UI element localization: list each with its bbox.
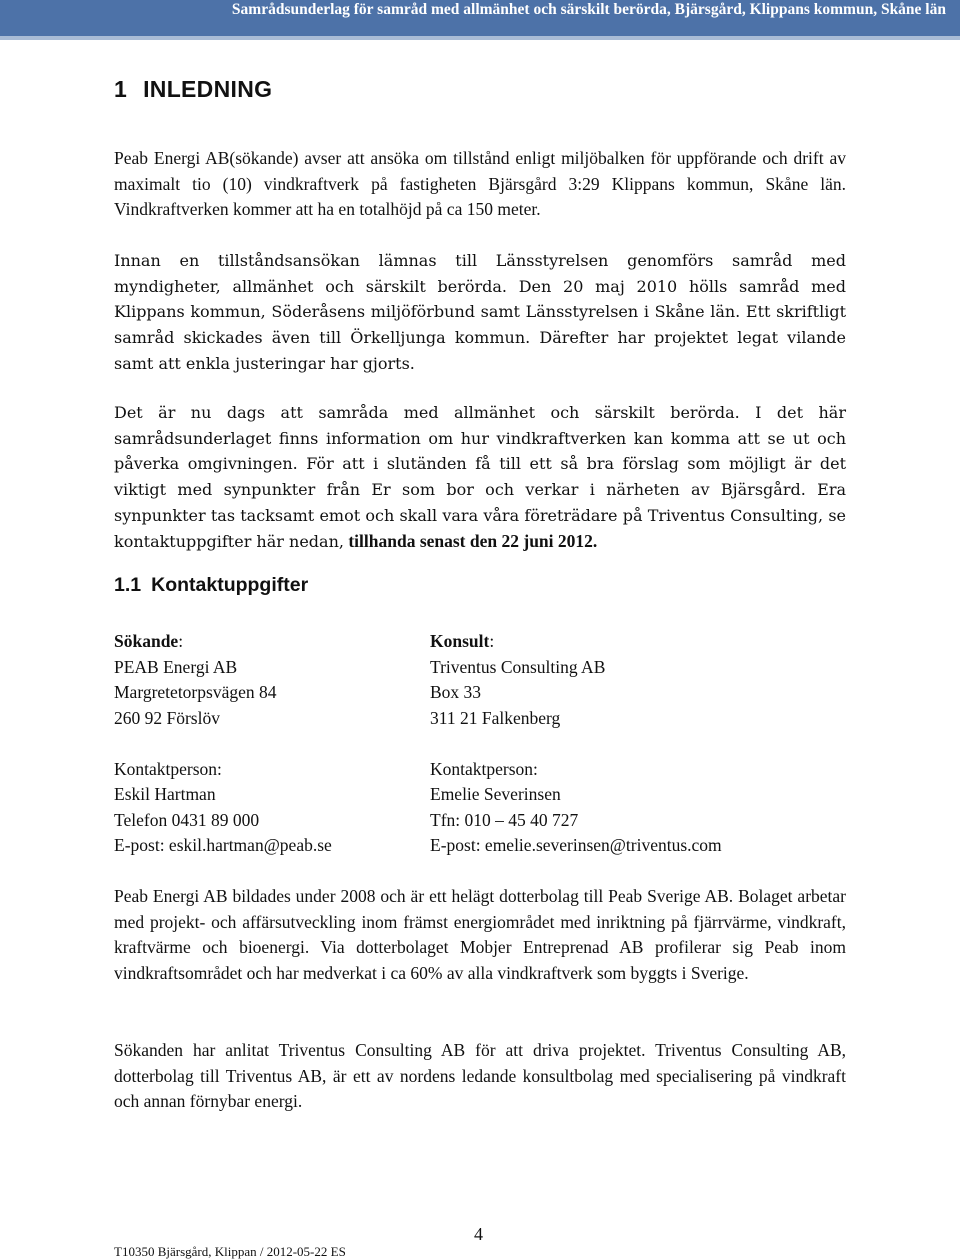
consultant-heading-colon: : <box>489 631 495 651</box>
subsection-title: Kontaktuppgifter <box>151 574 309 596</box>
consultant-heading: Konsult <box>430 631 490 651</box>
paragraph-invitation-text: Det är nu dags att samråda med allmänhet och särskilt berörda. I det här samrådsunderlaget finns information om hur vindkraftverken kan komma att se ut och påverka omgivningen. För att i slutänden få till ett så bra förslag som möjligt är det viktigt med synpunkter från Er som bor och verkar i närheten av Bjärsgård. Era synpunkter tas tacksamt emot och skall vara våra företrädare på Triventus Consulting, se kontaktuppgifter här nedan, <box>114 403 846 551</box>
applicant-contact-label: Kontaktperson: <box>114 758 222 779</box>
applicant-email: E-post: eskil.hartman@peab.se <box>114 835 332 855</box>
applicant-heading-colon: : <box>178 631 184 651</box>
consultant-contact-label: Kontaktperson: <box>430 758 538 779</box>
applicant-contact <box>114 629 332 859</box>
paragraph-consultation: Innan en tillståndsansökan lämnas till Länsstyrelsen genomförs samråd med myndigheter, allmänhet och särskilt berörda. Den 20 maj 2010 hölls samråd med Klippans kommun, Söderåsens miljöförbund samt Länsstyrelsen i Skåne län. Ett skriftligt samråd skickades även till Örkelljunga kommun. Därefter har projektet legat vilande samt att enkla justeringar har gjorts. <box>114 251 846 373</box>
consultant-city: 311 21 Falkenberg <box>430 707 561 728</box>
consultant-contact-name: Emelie Severinsen <box>430 784 561 804</box>
applicant-phone: Telefon 0431 89 000 <box>114 809 260 830</box>
page-number: 4 <box>474 1224 483 1244</box>
paragraph-triventus: Sökanden har anlitat Triventus Consulting AB för att driva projektet. Triventus Consulting AB, dotterbolag till Triventus AB, är ett av nordens ledande konsultbolag med specialisering på vindkraft och annan förnybar energi. <box>114 1040 846 1112</box>
header-title: Samrådsunderlag för samråd med allmänhet och särskilt berörda, Bjärsgård, Klippans kommun, Skåne län <box>231 1 946 18</box>
applicant-street: Margretetorpsvägen 84 <box>114 682 277 702</box>
applicant-contact-name: Eskil Hartman <box>114 784 216 804</box>
consultant-contact <box>430 629 722 859</box>
paragraph-peab: Peab Energi AB bildades under 2008 och är ett helägt dotterbolag till Peab Sverige AB. Bolaget arbetar med projekt- och affärsutveckling inom främst energiområdet med inriktning på fjärrvärme, vindkraft, kraftvärme och bioenergi. Via dotterbolaget Mobjer Entreprenad AB profilerar sig Peab inom vindkraftsområdet och har medverkat i ca 60% av alla vindkraftverk som byggts i Sverige. <box>114 886 846 984</box>
applicant-city: 260 92 Förslöv <box>114 707 220 728</box>
subsection-number: 1.1 <box>114 574 142 596</box>
section-title: INLEDNING <box>143 76 273 102</box>
applicant-heading: Sökande <box>114 631 179 651</box>
consultant-company: Triventus Consulting AB <box>430 656 606 677</box>
consultant-phone: Tfn: 010 – 45 40 727 <box>430 809 579 830</box>
deadline-text: tillhanda senast den 22 juni 2012. <box>348 530 598 551</box>
paragraph-intro: Peab Energi AB(sökande) avser att ansöka om tillstånd enligt miljöbalken för uppförande och drift av maximalt tio (10) vindkraftverk på fastigheten Bjärsgård 3:29 Klippans kommun, Skåne län. Vindkraftverken kommer att ha en totalhöjd på ca 150 meter. <box>114 148 846 220</box>
consultant-street: Box 33 <box>430 682 482 702</box>
page-header <box>0 0 960 40</box>
consultant-email: E-post: emelie.severinsen@triventus.com <box>430 835 722 855</box>
page-footer: T10350 Bjärsgård, Klippan / 2012-05-22 ES <box>114 1244 346 1259</box>
section-heading-1-1 <box>114 574 308 597</box>
section-heading-1 <box>114 76 272 103</box>
applicant-company: PEAB Energi AB <box>114 656 238 677</box>
paragraph-invitation <box>114 400 846 554</box>
section-number: 1 <box>114 76 128 102</box>
